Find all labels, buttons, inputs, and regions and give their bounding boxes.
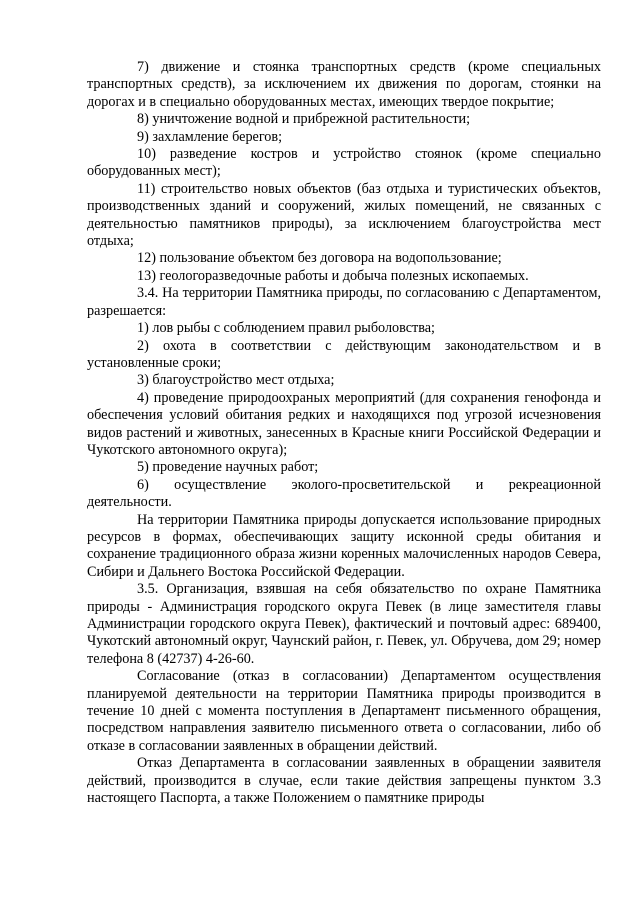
paragraph-allowed-2-hunting: 2) охота в соответствии с действующим законодательством и в установленные сроки; bbox=[87, 337, 601, 371]
paragraph-item-10-fires: 10) разведение костров и устройство стоянок (кроме специально оборудованных мест); bbox=[87, 146, 601, 180]
paragraph-item-11-construction: 11) строительство новых объектов (баз отдыха и туристических объектов, производственных зданий и сооружений, жилых помещений, не связанных с деятельностью памятников природы), за исключением благоустройства мест отдыха; bbox=[87, 180, 601, 250]
paragraph-item-12-water-use: 12) пользование объектом без договора на водопользование; bbox=[137, 250, 502, 267]
paragraph-allowed-5-research: 5) проведение научных работ; bbox=[137, 459, 319, 476]
paragraph-section-3-4: 3.4. На территории Памятника природы, по согласованию с Департаментом, разрешается: bbox=[87, 285, 601, 319]
paragraph-refusal: Отказ Департамента в согласовании заявленных в обращении заявителя действий, производится в случае, если такие действия запрещены пунктом 3.3 настоящего Паспорта, а также Положением о памятнике природы bbox=[87, 755, 601, 807]
paragraph-item-8-vegetation: 8) уничтожение водной и прибрежной растительности; bbox=[137, 111, 471, 128]
paragraph-approval-procedure: Согласование (отказ в согласовании) Департаментом осуществления планируемой деятельности на территории Памятника природы производится в течение 10 дней с момента поступления в Департамент письменного обращения, посредством направления заявителю письменного ответа о согласовании, либо об отказе в согласовании заявленных в обращении действий. bbox=[87, 668, 601, 754]
paragraph-allowed-1-fishing: 1) лов рыбы с соблюдением правил рыболовства; bbox=[137, 320, 435, 337]
paragraph-allowed-3-landscaping: 3) благоустройство мест отдыха; bbox=[137, 372, 335, 389]
paragraph-section-3-5: 3.5. Организация, взявшая на себя обязательство по охране Памятника природы - Администрация городского округа Певек (в лице заместителя главы Администрации городского округа Певек), фактический и почтовый адрес: 689400, Чукотский автономный округ, Чаунский район, г. Певек, ул. Обручева, дом 29; номер телефона 8 (42737) 4-26-60. bbox=[87, 581, 601, 667]
paragraph-item-13-mining: 13) геологоразведочные работы и добыча полезных ископаемых. bbox=[137, 267, 529, 284]
paragraph-item-7-vehicles: 7) движение и стоянка транспортных средств (кроме специальных транспортных средств), за исключением их движения по дорогам, стоянки на дорогах и в специально оборудованных местах, имеющих твердое покрытие; bbox=[87, 59, 601, 110]
paragraph-indigenous-use: На территории Памятника природы допускается использование природных ресурсов в формах, обеспечивающих защиту исконной среды обитания и сохранение традиционного образа жизни коренных малочисленных народов Севера, Сибири и Дальнего Востока Российской Федерации. bbox=[87, 511, 601, 580]
document-page bbox=[87, 59, 601, 807]
paragraph-allowed-6-education: 6) осуществление эколого-просветительской и рекреационной деятельности. bbox=[87, 476, 601, 511]
paragraph-allowed-4-conservation: 4) проведение природоохраных мероприятий (для сохранения генофонда и обеспечения условий обитания редких и находящихся под угрозой исчезновения видов растений и животных, занесенных в Красные книги Российской Федерации и Чукотского автономного округа); bbox=[87, 389, 601, 458]
paragraph-item-9-littering: 9) захламление берегов; bbox=[137, 128, 283, 145]
